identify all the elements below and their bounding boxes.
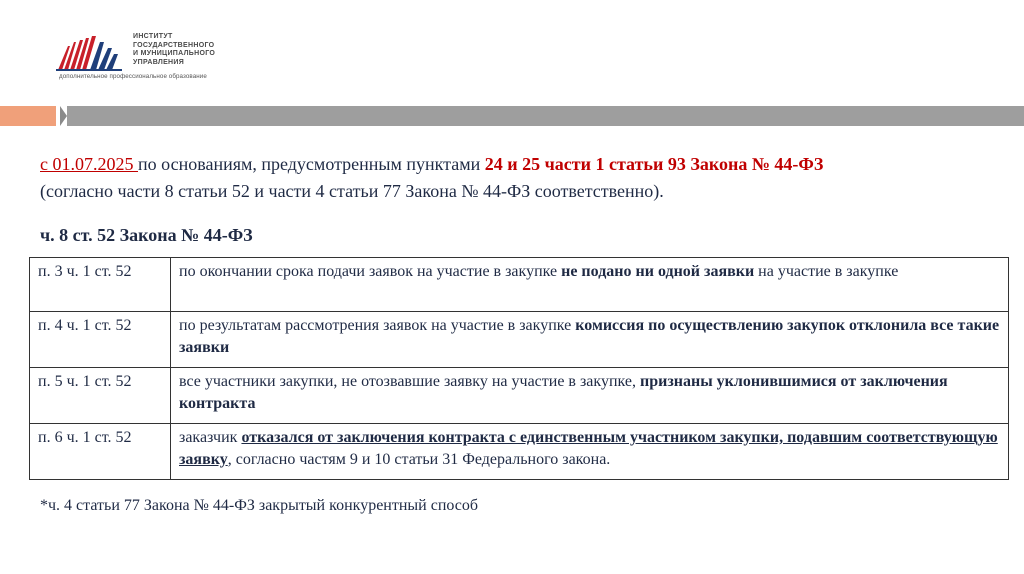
table-row xyxy=(30,368,1009,424)
header-divider-bar xyxy=(0,106,1024,126)
intro-highlight: 24 и 25 части 1 статьи 93 Закона № 44-ФЗ xyxy=(484,154,824,174)
divider-gray xyxy=(67,106,1024,126)
footnote xyxy=(40,497,478,515)
intro-date: с 01.07.2025 xyxy=(40,154,138,174)
intro-text: по основаниям, предусмотренным пунктами xyxy=(138,154,485,174)
institute-logo xyxy=(56,26,256,86)
grounds-table xyxy=(29,257,1009,480)
row-description: заказчик отказался от заключения контракта с единственным участником закупки, подавшим соответствующую заявку, согласно частям 9 и 10 статьи 31 Федерального закона. xyxy=(171,424,1009,480)
book-logo-icon xyxy=(56,36,126,72)
intro-paragraph xyxy=(40,151,990,205)
row-reference: п. 4 ч. 1 ст. 52 xyxy=(30,312,171,368)
row-reference: п. 5 ч. 1 ст. 52 xyxy=(30,368,171,424)
footnote-star: * xyxy=(40,497,48,514)
table-row xyxy=(30,424,1009,480)
table-row xyxy=(30,312,1009,368)
row-reference: п. 3 ч. 1 ст. 52 xyxy=(30,258,171,312)
logo-tagline: дополнительное профессиональное образование xyxy=(59,73,207,80)
divider-accent xyxy=(0,106,56,126)
row-description: все участники закупки, не отозвавшие заявку на участие в закупке, признаны уклонившимися от заключения контракта xyxy=(171,368,1009,424)
row-description: по результатам рассмотрения заявок на участие в закупке комиссия по осуществлению закупок отклонила все такие заявки xyxy=(171,312,1009,368)
divider-arrow-icon xyxy=(60,106,67,126)
section-heading: ч. 8 ст. 52 Закона № 44-ФЗ xyxy=(40,225,253,245)
footnote-text: ч. 4 статьи 77 Закона № 44-ФЗ закрытый конкурентный способ xyxy=(48,497,479,514)
table-row xyxy=(30,258,1009,312)
intro-note: (согласно части 8 статьи 52 и части 4 статьи 77 Закона № 44-ФЗ соответственно). xyxy=(40,181,664,201)
row-description: по окончании срока подачи заявок на участие в закупке не подано ни одной заявки на участие в закупке xyxy=(171,258,1009,312)
row-reference: п. 6 ч. 1 ст. 52 xyxy=(30,424,171,480)
logo-name: ИНСТИТУТ ГОСУДАРСТВЕННОГО И МУНИЦИПАЛЬНОГО УПРАВЛЕНИЯ xyxy=(133,33,216,66)
